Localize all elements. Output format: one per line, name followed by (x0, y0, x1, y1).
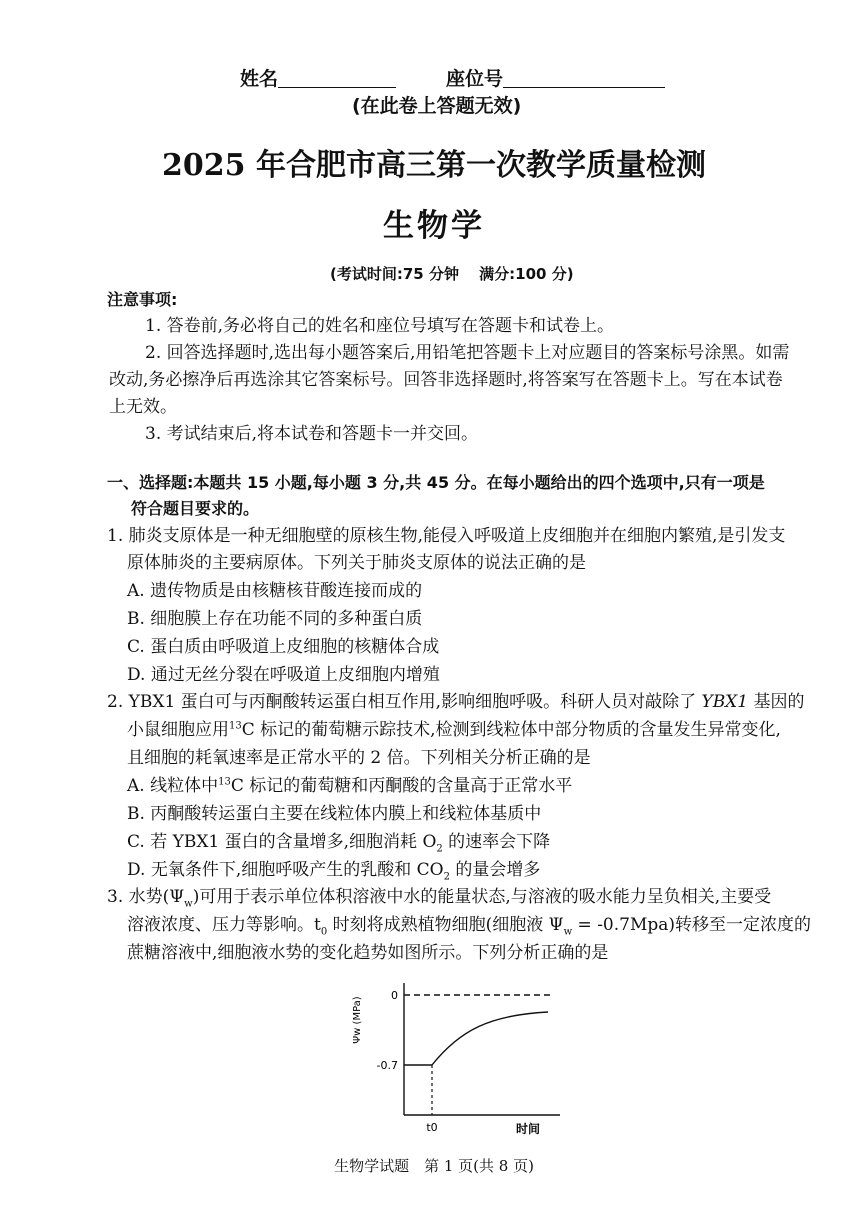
q2-option-a (127, 775, 572, 797)
q2-d-sub: 2 (443, 871, 450, 883)
q2-a-text2: C 标记的葡萄糖和丙酮酸的含量高于正常水平 (230, 776, 573, 796)
q3-stem-end: 蔗糖溶液中,细胞液水势的变化趋势如图所示。下列分析正确的是 (127, 943, 609, 963)
q1-option-c: C. 蛋白质由呼吸道上皮细胞的核糖体合成 (127, 637, 440, 657)
q2-option-c (127, 831, 550, 853)
q3-t0-sub: 0 (320, 926, 328, 938)
water-potential-figure (350, 975, 580, 1140)
section-heading-cont: 符合题目要求的。 (131, 499, 260, 518)
q3-w-sub: w (184, 898, 193, 910)
q2-isotope: 13 (229, 720, 242, 732)
exam-title: 2025 年合肥市高三第一次教学质量检测 (162, 148, 706, 183)
q2-stem-end: 且细胞的耗氧速率是正常水平的 2 倍。下列相关分析正确的是 (127, 748, 591, 768)
q2-stem (107, 691, 805, 713)
seat-blank (503, 69, 665, 88)
q1-option-d: D. 通过无丝分裂在呼吸道上皮细胞内增殖 (127, 665, 440, 685)
q2-c-text2: 的速率会下降 (442, 832, 551, 852)
x-tick-t0: t0 (426, 1121, 438, 1134)
q2-a-text: A. 线粒体中 (127, 776, 219, 796)
q1-option-b: B. 细胞膜上存在功能不同的多种蛋白质 (127, 609, 423, 629)
page-footer: 生物学试题 第 1 页(共 8 页) (334, 1157, 534, 1175)
q2-d-text2: 的量会增多 (449, 860, 541, 880)
water-potential-curve (432, 1012, 548, 1065)
instruction-1: 1. 答卷前,务必将自己的姓名和座位号填写在答题卡和试卷上。 (145, 316, 615, 336)
y-tick-neg07: -0.7 (376, 1059, 398, 1072)
name-blank (278, 69, 396, 88)
q1-stem-cont: 原体肺炎的主要病原体。下列关于肺炎支原体的说法正确的是 (127, 553, 586, 573)
q1-option-a: A. 遗传物质是由核糖核苷酸连接而成的 (127, 581, 423, 601)
name-field (240, 64, 396, 91)
q3-stem-e: = -0.7Mpa)转移至一定浓度的 (572, 915, 812, 935)
q2-a-isotope: 13 (218, 776, 231, 788)
q3-w-sub2: w (563, 926, 573, 938)
q3-stem (107, 886, 771, 908)
q3-stem-cont (127, 914, 811, 936)
q2-c-text: C. 若 YBX1 蛋白的含量增多,细胞消耗 O (127, 832, 437, 852)
q1-stem: 1. 肺炎支原体是一种无细胞壁的原核生物,能侵入呼吸道上皮细胞并在细胞内繁殖,是引发支 (107, 526, 786, 546)
q2-stem-b: 基因的 (748, 692, 805, 712)
no-answer-notice: (在此卷上答题无效) (352, 95, 522, 117)
q2-stem-cont (127, 719, 781, 741)
q2-stem-d: C 标记的葡萄糖示踪技术,检测到线粒体中部分物质的含量发生异常变化, (241, 720, 781, 740)
q3-stem-d: 时刻将成熟植物细胞(细胞液 Ψ (327, 915, 564, 935)
instructions-heading: 注意事项: (107, 290, 178, 309)
q2-stem-c: 小鼠细胞应用 (127, 720, 229, 740)
q2-option-d (127, 859, 540, 881)
exam-info: (考试时间:75 分钟 满分:100 分) (330, 265, 574, 283)
q3-stem-b: )可用于表示单位体积溶液中水的能量状态,与溶液的吸水能力呈负相关,主要受 (192, 887, 772, 907)
name-label: 姓名 (240, 68, 279, 90)
instruction-2-cont: 改动,务必擦净后再选涂其它答案标号。回答非选择题时,将答案写在答题卡上。写在本试卷 (109, 370, 783, 390)
instruction-2-end: 上无效。 (109, 397, 177, 417)
y-axis-label: Ψw (MPa) (352, 996, 363, 1044)
q2-d-text: D. 无氧条件下,细胞呼吸产生的乳酸和 CO (127, 860, 444, 880)
x-axis-label: 时间 (515, 1122, 541, 1136)
q2-option-b: B. 丙酮酸转运蛋白主要在线粒体内膜上和线粒体基质中 (127, 804, 542, 824)
instruction-3: 3. 考试结束后,将本试卷和答题卡一并交回。 (145, 424, 479, 444)
q3-stem-a: 3. 水势(Ψ (107, 887, 185, 907)
q3-stem-c: 溶液浓度、压力等影响。t (127, 915, 321, 935)
y-tick-0: 0 (391, 989, 398, 1002)
q2-stem-a: 2. YBX1 蛋白可与丙酮酸转运蛋白相互作用,影响细胞呼吸。科研人员对敲除了 (107, 692, 702, 712)
seat-label: 座位号 (446, 68, 504, 90)
q2-gene: YBX1 (701, 692, 749, 712)
subject-title: 生物学 (383, 208, 485, 244)
section-heading: 一、选择题:本题共 15 小题,每小题 3 分,共 45 分。在每小题给出的四个选项中,只有一项是 (107, 473, 765, 492)
instruction-2: 2. 回答选择题时,选出每小题答案后,用铅笔把答题卡上对应题目的答案标号涂黑。如需 (145, 343, 790, 363)
q2-c-sub: 2 (436, 843, 443, 855)
seat-field (446, 64, 665, 91)
